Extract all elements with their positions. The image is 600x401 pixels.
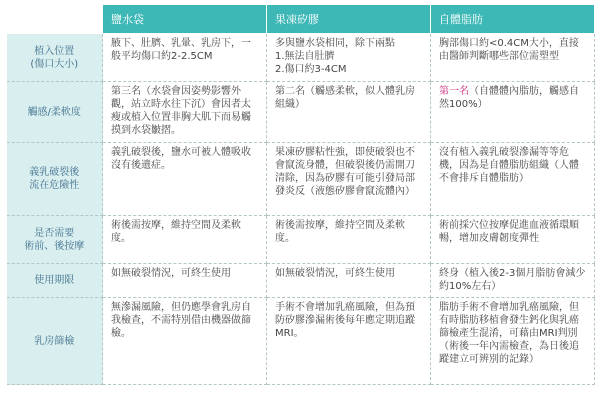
cell-fat: 終身（植入後2-3個月脂肪會減少約10%左右） — [431, 264, 595, 298]
row-label-feel: 觸感/柔軟度 — [7, 82, 103, 143]
cell-fat: 脂肪手術不會增加乳癌風險，但有時脂肪移植會發生鈣化與乳癌篩檢產生混淆，可藉由MRI判別（術後一年內需檢查，為日後追蹤建立可辨別的記錄） — [431, 298, 595, 385]
cell-gel: 如無破裂情況，可終生使用 — [267, 264, 431, 298]
cell-fat: 術前採穴位按摩促進血液循環順暢，增加皮膚韌度彈性 — [431, 216, 595, 264]
cell-saline: 第三名（水袋會因姿勢影響外觀，站立時水往下沉）會因者太瘦或植入位置非胸大肌下而易觸摸到水袋皺摺。 — [103, 82, 267, 143]
cell-fat: 胸部傷口約<0.4CM大小，直接由醫師判斷哪些部位需塑型 — [431, 34, 595, 82]
header-corner-cell — [7, 5, 103, 34]
cell-saline: 術後需按摩，維持空間及柔軟度。 — [103, 216, 267, 264]
header-autologous-fat: 自體脂肪 — [431, 5, 595, 34]
table-row — [7, 143, 595, 216]
table-row — [7, 298, 595, 385]
cell-saline: 腋下、肚臍、乳暈、乳房下，一般平均傷口約2-2.5CM — [103, 34, 267, 82]
cell-saline: 如無破裂情況，可終生使用 — [103, 264, 267, 298]
cell-gel: 術後需按摩，維持空間及柔軟度。 — [267, 216, 431, 264]
cell-gel: 果凍矽膠粘性強，即使破裂也不會竄流身體，但破裂後仍需開刀清除，因為矽膠有可能引發局部發炎反（液態矽膠會竄流體內） — [267, 143, 431, 216]
table-row — [7, 82, 595, 143]
header-silicone-gel: 果凍矽膠 — [267, 5, 431, 34]
cell-fat-text: （自體體內脂肪，觸感自然100%） — [439, 86, 579, 110]
row-label-screening: 乳房篩檢 — [7, 298, 103, 385]
cell-gel: 手術不會增加乳癌風險，但為預防矽膠滲漏術後每年應定期追蹤MRI。 — [267, 298, 431, 385]
cell-gel: 第二名（觸感柔軟，似人體乳房組織） — [267, 82, 431, 143]
cell-saline: 義乳破裂後，鹽水可被人體吸收沒有後遺症。 — [103, 143, 267, 216]
rank-first-highlight: 第一名 — [439, 86, 469, 97]
row-label-implant-position: 植入位置 (傷口大小) — [7, 34, 103, 82]
row-label-lifespan: 使用期限 — [7, 264, 103, 298]
header-saline: 鹽水袋 — [103, 5, 267, 34]
cell-saline: 無滲漏風險，但仍應學會乳房自我檢查，不需特別借由機器做篩檢。 — [103, 298, 267, 385]
breast-augmentation-comparison-table — [6, 4, 595, 385]
table-row — [7, 216, 595, 264]
cell-fat: 沒有植入義乳破裂滲漏等等危機，因為是自體脂肪組織（人體不會排斥自體脂肪） — [431, 143, 595, 216]
table-row — [7, 264, 595, 298]
cell-gel: 多與鹽水袋相同，除下兩點 1.無法自肚臍 2.傷口約3-4CM — [267, 34, 431, 82]
row-label-rupture-risk: 義乳破裂後 流在危險性 — [7, 143, 103, 216]
table-header-row — [7, 5, 595, 34]
cell-fat — [431, 82, 595, 143]
table-row — [7, 34, 595, 82]
row-label-massage: 是否需要 術前、後按摩 — [7, 216, 103, 264]
